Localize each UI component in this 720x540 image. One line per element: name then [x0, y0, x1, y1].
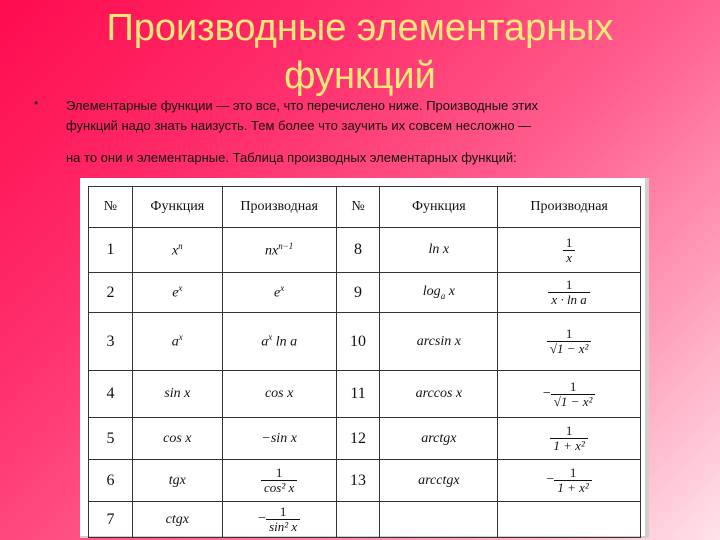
function-text: x: [171, 243, 179, 259]
derivative-denominator: √1 − x²: [547, 341, 592, 356]
slide-title: [0, 4, 720, 100]
derivative-text-tail: ln a: [272, 334, 298, 350]
derivative-cell: [222, 460, 336, 502]
header-num: №: [89, 187, 133, 228]
row-number: 8: [336, 228, 380, 273]
function-cell: [132, 502, 222, 538]
function-cell: [132, 228, 222, 273]
function-exponent: x: [178, 332, 183, 343]
table-header-row: [89, 187, 641, 228]
function-text: ctgx: [165, 511, 189, 527]
derivative-denominator: 1 + x²: [554, 480, 591, 495]
intro-paragraph: [66, 96, 666, 168]
derivative-text: e: [274, 285, 281, 301]
empty-cell: [498, 502, 641, 538]
function-cell: [380, 460, 498, 502]
derivative-numerator: 1: [275, 465, 283, 481]
function-cell: [380, 273, 498, 313]
derivative-cell: [498, 273, 641, 313]
bullet-marker: •: [34, 96, 39, 110]
header-num: №: [336, 187, 380, 228]
function-cell: [132, 460, 222, 502]
row-number: 9: [336, 273, 380, 313]
derivative-numerator: 1: [569, 465, 577, 481]
derivative-numerator: 1: [569, 378, 577, 394]
derivative-denominator: 1 + x²: [550, 438, 587, 453]
derivative-cell: [498, 228, 641, 273]
row-number: 6: [89, 460, 133, 502]
function-cell: [132, 418, 222, 460]
header-derivative: Производная: [498, 187, 641, 228]
empty-cell: [336, 502, 380, 538]
function-exponent: x: [178, 283, 183, 294]
function-text: ln x: [428, 242, 450, 257]
derivative-sign: −: [546, 472, 555, 488]
function-text: arccos x: [415, 386, 463, 401]
derivative-exponent: x: [268, 332, 273, 343]
derivative-exponent: n−1: [278, 240, 294, 251]
derivatives-table-frame: [80, 178, 649, 538]
derivative-cell: [498, 313, 641, 371]
header-function: Функция: [132, 187, 222, 228]
intro-line-3: на то они и элементарные. Таблица производных элементарных функций:: [66, 150, 517, 165]
derivative-denominator: x · ln a: [548, 292, 589, 307]
empty-cell: [380, 502, 498, 538]
header-function: Функция: [380, 187, 498, 228]
derivative-cell: [222, 502, 336, 538]
derivative-denominator: cos² x: [261, 480, 297, 495]
function-text-tail: x: [445, 284, 455, 300]
function-text: arcctgx: [418, 472, 460, 488]
row-number: 5: [89, 418, 133, 460]
derivative-cell: [222, 418, 336, 460]
row-number: 7: [89, 502, 133, 538]
function-cell: [380, 418, 498, 460]
derivative-text: nx: [265, 243, 279, 259]
row-number: 11: [336, 371, 380, 418]
derivative-cell: [222, 371, 336, 418]
derivative-numerator: 1: [565, 326, 573, 342]
header-derivative: Производная: [222, 187, 336, 228]
row-number: 2: [89, 273, 133, 313]
row-number: 4: [89, 371, 133, 418]
derivative-cell: [222, 273, 336, 313]
derivative-numerator: 1: [565, 234, 573, 250]
derivative-denominator: sin² x: [266, 519, 300, 534]
table-row: [89, 273, 641, 313]
function-exponent: n: [178, 240, 183, 251]
table-row: [89, 502, 641, 538]
derivative-cell: [222, 313, 336, 371]
slide-title-line2: функций: [284, 55, 436, 97]
intro-line-1: Элементарные функции — это все, что перечислено ниже. Производные этих: [66, 98, 538, 113]
slide-title-line1: Производные элементарных: [106, 7, 614, 49]
derivative-denominator: x: [563, 250, 575, 265]
row-number: 3: [89, 313, 133, 371]
function-text: arcsin x: [416, 333, 461, 349]
function-cell: [132, 371, 222, 418]
function-text: cos x: [163, 430, 192, 446]
function-cell: [132, 273, 222, 313]
table-row: [89, 313, 641, 371]
function-text: arctgx: [421, 430, 457, 446]
function-text: sin x: [164, 386, 191, 401]
table-row: [89, 228, 641, 273]
intro-line-2: функций надо знать наизусть. Тем более что заучить их совсем несложно —: [66, 118, 532, 133]
function-text: log: [422, 284, 441, 300]
function-cell: [380, 228, 498, 273]
function-text: a: [171, 334, 179, 350]
derivative-numerator: 1: [565, 277, 573, 293]
derivative-text: −sin x: [261, 430, 297, 446]
function-cell: [132, 313, 222, 371]
function-subscript: a: [440, 290, 446, 301]
derivative-sign: −: [542, 386, 551, 401]
row-number: 1: [89, 228, 133, 273]
derivative-cell: [498, 418, 641, 460]
function-text: tgx: [168, 472, 186, 488]
function-text: e: [172, 285, 179, 301]
row-number: 13: [336, 460, 380, 502]
row-number: 12: [336, 418, 380, 460]
derivative-exponent: x: [280, 283, 285, 294]
table-row: [89, 418, 641, 460]
table-row: [89, 371, 641, 418]
derivative-numerator: 1: [565, 423, 573, 439]
derivative-cell: [222, 228, 336, 273]
derivative-numerator: 1: [279, 504, 287, 520]
derivative-cell: [498, 460, 641, 502]
derivative-sign: −: [258, 511, 267, 527]
derivatives-table: [88, 186, 641, 538]
derivative-text: cos x: [264, 386, 294, 401]
table-row: [89, 460, 641, 502]
row-number: 10: [336, 313, 380, 371]
derivative-text: a: [261, 334, 269, 350]
derivative-denominator: √1 − x²: [551, 394, 596, 409]
derivative-cell: [498, 371, 641, 418]
function-cell: [380, 313, 498, 371]
function-cell: [380, 371, 498, 418]
